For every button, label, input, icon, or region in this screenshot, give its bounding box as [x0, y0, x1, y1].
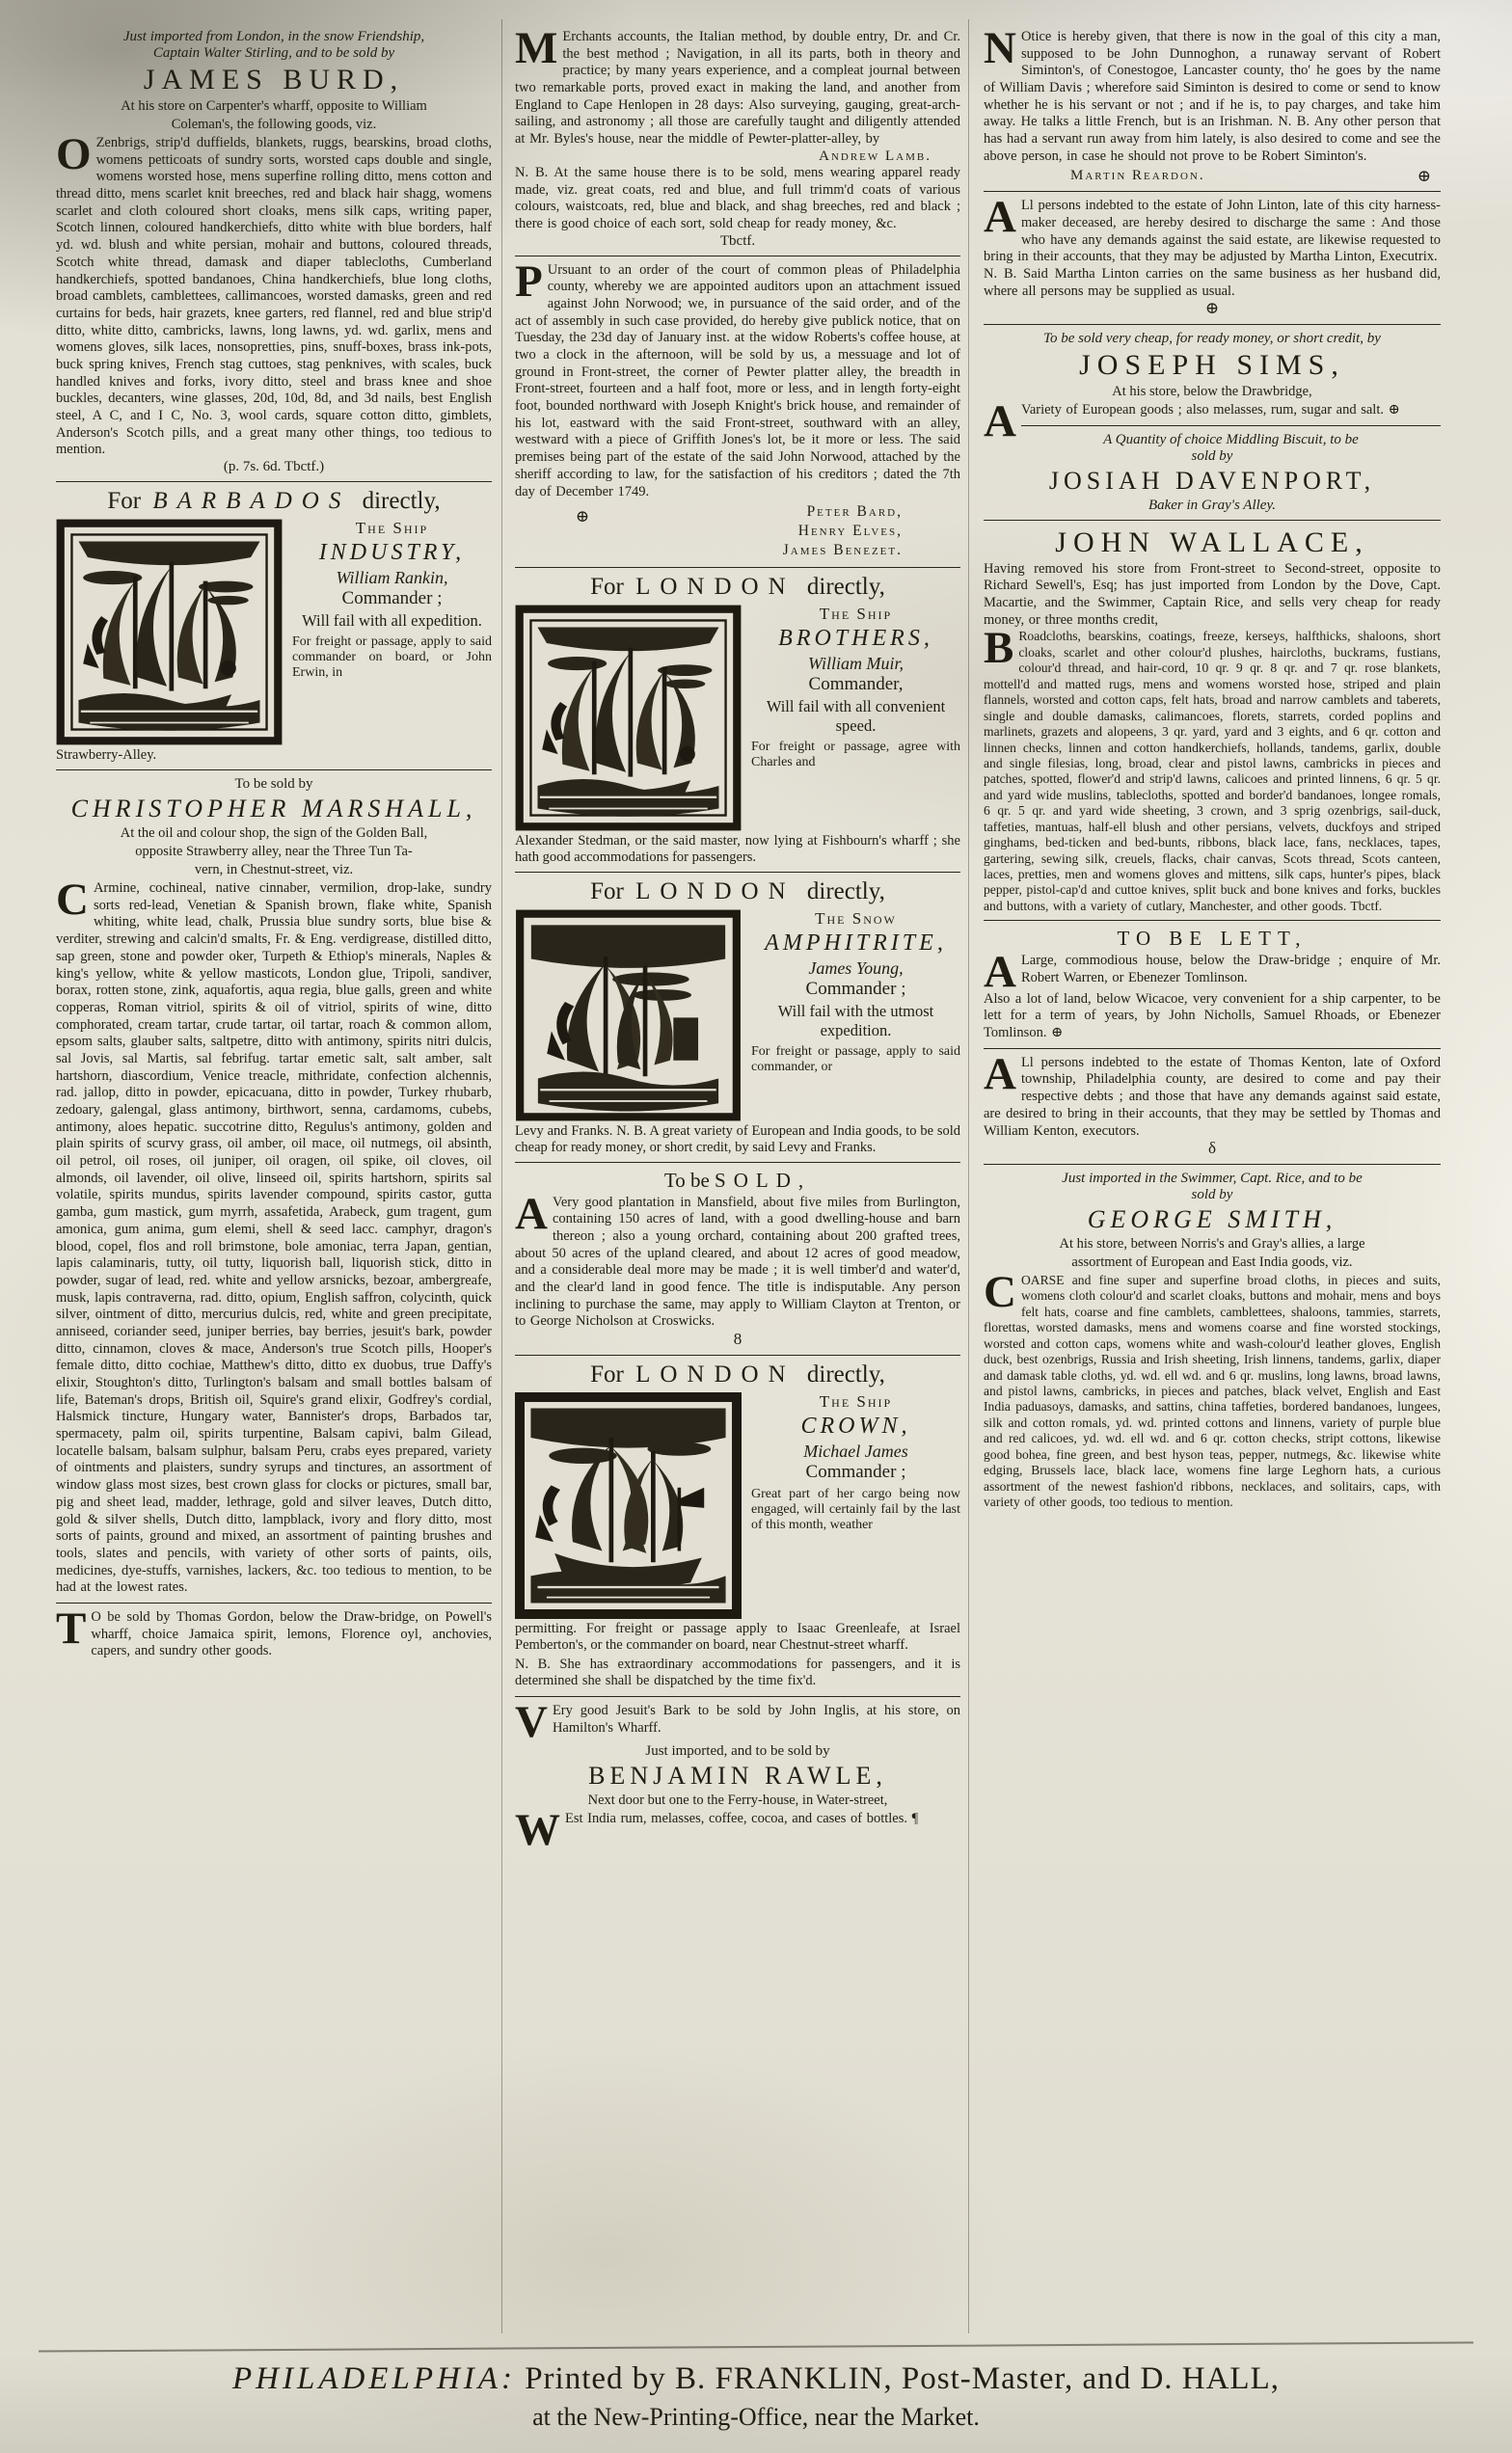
ad-intro: A Quantity of choice Middling Biscuit, to be	[1103, 431, 1359, 447]
printer-mark: δ	[1207, 1139, 1216, 1158]
nota-bene: N. B. She has extraordinary accommodations for passengers, and it is determined she shall be dispatched by the time fix'd.	[515, 1656, 960, 1689]
master-name: William Rankin,	[336, 568, 448, 588]
vessel-name: AMPHITRITE,	[765, 930, 947, 956]
goods-list: Roadcloths, bearskins, coatings, freeze, kerseys, halfthicks, shaloons, short cloaks, scarlet and other colour'd plushes, haircloths, buckrams, fustians, colour'd thread, and hair-cord, 10 qr. 9 qr. 8 qr. and 7 qr. rose blankets, mottell'd and matted rugs, mens and womens worsted hose, striped and plain flannels, worsted and cotton caps, felt hats, broad and narrow camblets and taberets, single and double damasks, calimancoes, florets, starrets, corded poplins and marlinets, grazets and alopeens, 3 qr. yard, yard and 3 eights, and 6 qr. cotton and linnen checks, linnen and cotton handkerchiefs, hollands, tandems, garlix, double and single filesias, long, broad, clear and pistol lawns, cambricks in pieces and patches, spotted, flower'd and strip'd lawns, calicoes and printed linnens, 6 qr. 5 qr. and yard wide muslins, tablecloths, spotted and border'd bandanoes, longee romals, 6 qr. 5 qr. and yard wide sheeting, 3 crown, and 3 sprig ozenbrigs, sail-duck, taffeties, mantuas, half-ell blush and other persians, velvets, duckfoys and striped ginghams, bed-ticken and bed-bunts, ribbons, black lace, fans, necklaces, tapes, gartering, sewing silk, creuels, flacks, chair canvas, Scots thread, Scots canteen, laces, pretties, men and womens gloves and mittens, silk caps, hunter's pipes, black pepper, pistol-cap'd and cuttoe knives, split buck and bone knives and forks, buckles and buttons, with a variety of cutlary, Manchester, and other goods. Tbctf.	[984, 629, 1441, 913]
date-note: Tbctf.	[719, 232, 756, 249]
printer-mark: 8	[733, 1330, 742, 1349]
destination: LONDON	[635, 877, 796, 904]
columns	[56, 29, 1441, 2328]
divider-rule	[984, 1048, 1441, 1049]
sailing-note: Will fail with all convenient speed.	[766, 696, 946, 735]
ad-location: Coleman's, the following goods, viz.	[171, 117, 377, 132]
ad-body	[515, 1804, 960, 1855]
merchant-name: JOSIAH DAVENPORT,	[1048, 466, 1376, 495]
ship-woodcut	[515, 605, 742, 831]
ad-location: At his store, between Norris's and Gray's allies, a large	[1059, 1235, 1365, 1252]
divider-rule	[515, 567, 960, 568]
sailing-note: Will fail with all expedition.	[302, 611, 482, 631]
ad-intro: sold by	[1191, 1186, 1233, 1202]
heading-post: directly,	[806, 573, 885, 600]
drop-cap: T	[56, 1603, 87, 1654]
ad-james-burd	[56, 29, 492, 475]
vessel-type: The Ship	[819, 1391, 893, 1411]
heading-post: directly,	[806, 1361, 885, 1388]
ship-woodcut	[515, 909, 742, 1121]
column-3	[984, 29, 1441, 2328]
ship-ad-continuation: Levy and Franks. N. B. A great variety of European and India goods, to be sold cheap for ready money, or short credit, by said Levy and Franks.	[515, 1122, 960, 1155]
drop-cap: A	[984, 1048, 1016, 1099]
printer-credit: Printed by B. FRANKLIN, Post-Master, and D. HALL,	[515, 2361, 1281, 2396]
ship-ad-heading	[515, 574, 960, 601]
drop-cap: O	[56, 129, 92, 179]
colophon	[0, 2346, 1512, 2432]
ad-body	[984, 947, 1441, 998]
merchant-name: JOSEPH SIMS,	[1079, 349, 1345, 381]
ad-josiah-davenport	[984, 432, 1441, 514]
drop-cap: W	[515, 1804, 560, 1855]
footer-rule	[39, 2341, 1473, 2352]
printer-mark: ⊕	[575, 507, 590, 526]
ad-body	[515, 256, 960, 501]
divider-rule	[984, 191, 1441, 192]
notice-text: Ll persons indebted to the estate of John Linton, late of this city harness-maker deceased, are hereby desired to discharge the same : And those who have any demands against the said estate, are likewise requested to bring in their accounts, that they may be adjusted by Martha Linton, Executrix.	[984, 198, 1441, 265]
heading-pre: For	[590, 573, 624, 600]
freight-note: For freight or passage, agree with Charles and	[751, 739, 960, 769]
ad-george-smith	[984, 1171, 1441, 1511]
ad-body	[984, 1266, 1441, 1511]
ad-benjamin-rawle	[515, 1742, 960, 1855]
colophon-line2: at the New-Printing-Office, near the Market.	[532, 2403, 980, 2431]
ad-jesuits-bark	[515, 1697, 960, 1748]
drop-cap: A	[984, 947, 1016, 998]
ship-ad-heading	[515, 1361, 960, 1388]
printer-mark: ⊕	[1388, 402, 1400, 418]
divider-rule	[56, 769, 492, 770]
ad-text: Very good plantation in Mansfield, about five miles from Burlington, containing 150 acres of land, with a good dwelling-house and barn thereon ; also a young orchard, containing about 200 grafted trees, about 50 acres of the upland cleared, and about 12 acres of good meadow, and a considerable deal more may be made ; it is well timber'd and water'd, and the clear'd land in good fence. The title is indisputable. Any person inclining to purchase the same, may apply to William Clayton at Trenton, or to George Nicholson at Croswicks.	[515, 1194, 960, 1330]
ad-body	[56, 1603, 492, 1660]
ship-woodcut	[56, 519, 283, 745]
sold-heading	[515, 1169, 960, 1193]
ad-location: opposite Strawberry alley, near the Three Tun Ta-	[135, 844, 413, 860]
heading-pre: For	[590, 877, 624, 904]
ad-location: At his store, below the Drawbridge,	[1112, 384, 1312, 399]
freight-note: For freight or passage, apply to said commander on board, or John Erwin, in	[292, 634, 492, 681]
ad-location: vern, in Chestnut-street, viz.	[194, 862, 354, 878]
divider-rule	[515, 872, 960, 873]
notice-runaway-servant	[984, 29, 1441, 185]
drop-cap: P	[515, 256, 543, 307]
ad-text: Ursuant to an order of the court of common pleas of Philadelphia county, whereby we are appointed auditors upon an attachment issued against John Norwood; we, in pursuance of the said order, and of the act of assembly in such case provided, do hereby give publick notice, that on Tuesday, the 23d day of January inst. at the widow Roberts's coffee house, at two a clock in the afternoon, will be sold by us, a messuage and lot of ground in Front-street, the corner of Pewter platter alley, the breadth in Front-street, fourteen and a half foot, more or less, and in length forty-eight foot, bounded northward with Joseph Knight's brick house, and remainder of his lot, eastward with the said Front-street, southward with an alley, westward with a piece of Griffith Jones's lot, be it more or less. The said premises being part of the estate of the said John Norwood, attached by the sheriff according to law, for the satisfaction of his creditors ; dated the 7th day of December 1749.	[515, 261, 960, 499]
notice-body	[984, 29, 1441, 166]
merchant-name: BENJAMIN RAWLE,	[588, 1761, 887, 1790]
goods-list: Armine, cochineal, native cinnaber, vermilion, drop-lake, sundry sorts red-lead, Venetian & Spanish brown, flake white, Spanish whiting, white lead, chalk, Prussia blue sundry sorts, blue bise & verditer, strewing and calcin'd smalts, Fr. & Eng. verdigrease, distilled ditto, sap green, stone and powder oker, Turpeth & Ethiop's minerals, Naples & king's yellow, white & yellow masticots, London glue, Tripoli, sandiver, borax, rotten stone, zink, aquafortis, aqua regia, blue galls, green and white copperas, Roman vitriol, spirits & oil of vitriol, spirits of wine, ditto comphorated, cream tartar, crude tartar, oil tartar, roach & common allom, epsom salts, glauber salts, saltpetre, ditto with antimony, spirits nitri dulcis, sal Jovis, sal Martis, sal febrifug. tartar emetic salt, salt amber, salt hartshorn, diascordium, Venice treacle, mithridate, confection alchennis, rad. jallop, ditto in powder, epicacuana, ditto in powder, Turkey rhubarb, zedoary, galengal, glass antimony, birthwort, senna, cardamoms, cubebs, antimony, aloes hepatic. succotrine ditto, Regulus's antimony, golden and plain spirits of scurvy grass, oil amber, oil mace, oil nutmegs, oil absinth, oil petrol, oil roses, oil juniper, oil oragen, oil spike, oil cloves, oil almonds, oil lavender, oil olive, linseed oil, spirits hartshorn, spirits sal volatile, spirits mundus, spirits lavender compound, spirits castor, gutta gamba, gum mastick, gum myrrh, assafetida, Arabeck, gum tragent, gum amonica, gum anima, gum elemi, shell & seed lacc. camphyr, dragon's blood, copel, flos and roll brimstone, bole amoniac, terra Japan, gentian, lapis calaminaris, tutty, oil tutty, liquorish ball, liquorish stick, ditto in powder, sugar of lead, red. white and yellow arsnicks, bezoar, ambergreafe, musk, lapis contraverna, rad. ditto, opium, English saffron, colycinth, quick silver, ointment of ditto, mercurius dulcis, red, white and green precipitate, anniseed, coriander seed, juniper berries, bay berries, jesuit's bark, powder ditto, cinnamon, cloves & mace, Anderson's true Scotch pills, Hooper's female ditto, ditto cochiae, Matthew's ditto, ditto ex duobus, true Daffy's elixir, Stoughton's ditto, Turlington's balsam and small bottles balsam of life, Bateman's drops, British oil, Squire's grand elixir, Godfrey's cordial, Halsmick tincture, Hungary water, Bannister's drops, Barbados tar, spermacety, palm oil, spirits turpentine, Balsam capivi, balm Gilead, locatelle balsam, balsam sulphur, balsam Peru, crabs eyes prepared, variety of ointments and plaisters, sundry syrups and tinctures, an assortment of window glass most sizes, best crown glass for clocks or pictures, small bar, pig and sheet lead, madder, lethrage, gold and silver leaves, Dutch ditto, gold & silver shells, Dutch ditto, lampblack, ivory and flory ditto, most sorts of paints, ground and mixed, an assortment of painting brushes and tools, slates and pencils, with variety of other sorts of paints, oils, medicines, dye-stuffs, varnishes, lackers, &c. too tedious to mention, to be had at the lowest rates.	[56, 880, 492, 1596]
ad-text: Variety of European goods ; also melasses, rum, sugar and salt.	[1020, 402, 1384, 418]
ad-thomas-gordon	[56, 1603, 492, 1660]
divider-rule	[515, 1696, 960, 1697]
ship-ad-continuation: permitting. For freight or passage apply to Isaac Greenleafe, at Israel Pemberton's, or the commander on board, near Chestnut-street wharff.	[515, 1620, 960, 1653]
ship-ad-text	[751, 1392, 960, 1533]
heading-pre: To be	[663, 1168, 710, 1192]
notice-text: Otice is hereby given, that there is now in the goal of this city a man, supposed to be John Dunnoghon, a runaway servant of Robert Siminton's, of Conestogoe, Lancaster county, tho' he goes by the name of William Davis ; wherefore said Siminton is desired to come or send to know whether he is his servant or not ; and if he is, to pay charges, and take him away. He talks a little French, but is an Irishman. N. B. Any other person that has had a servant run away from him lately, is also desired to come and see the above person, in case he should not prove to be Robert Siminton's.	[984, 29, 1441, 164]
ad-norwood-auction	[515, 256, 960, 561]
drop-cap: C	[984, 1266, 1016, 1317]
ad-plantation-sale	[515, 1169, 960, 1349]
ship-ad-heading	[56, 488, 492, 515]
ship-ad-heading	[515, 878, 960, 905]
master-name: Michael James	[803, 1441, 908, 1461]
ad-intro: Captain Walter Stirling, and to be sold by	[152, 45, 395, 61]
ad-andrew-lamb	[515, 29, 960, 250]
ship-ad-continuation: Alexander Stedman, or the said master, now lying at Fishbourn's wharff ; she hath good accommodations for passengers.	[515, 832, 960, 865]
ad-intro: sold by	[1191, 447, 1233, 464]
ad-ship-brothers	[515, 574, 960, 866]
ad-location: Next door but one to the Ferry-house, in Water-street,	[587, 1792, 888, 1808]
divider-rule	[56, 481, 492, 482]
nota-bene: N. B. Said Martha Linton carries on the same business as her husband did, where all persons may be supplied as usual.	[984, 265, 1441, 299]
column-1	[56, 29, 492, 2328]
destination: LONDON	[635, 573, 796, 600]
also-note	[984, 991, 1441, 1042]
ad-text: Large, commodious house, below the Draw-bridge ; enquire of Mr. Robert Warren, or Ebenezer Tomlinson.	[1020, 953, 1441, 985]
merchant-name: CHRISTOPHER MARSHALL,	[70, 795, 477, 823]
merchant-name: JOHN WALLACE,	[1055, 526, 1369, 558]
signature: Henry Elves,	[797, 523, 903, 540]
notice-kenton-estate	[984, 1048, 1441, 1158]
goods-list: Zenbrigs, strip'd duffields, blankets, ruggs, bearskins, broad cloths, womens petticoats of sundry sorts, worsted caps double and single, womens worsted hose, mens superfine rolling ditto, mens cotton and thread ditto, mens scarlet knit breeches, red and black hair shagg, womens scarlet and cloth coloured short cloaks, mens silk caps, writing paper, Scotch linnen, coloured handkerchiefs, ditto white with blue borders, half yd. wd. blush and white persian, mohair and buttons, coloured threads, Scotch white thread, damask and diaper tablecloths, Cumberland handkerchiefs, spotted bandanoes, China handkerchiefs, blue long cloths, broad camblets, camblettees, callimancoes, worsted damasks, green and red curtains for beds, hair grazets, knee garters, red flannel, red and blue strip'd ditto, white ditto, cambricks, lawns, long lawns, yd. wd. garlix, mens and womens gloves, silk laces, nonsopretties, pins, snuff-boxes, brass ink-pots, buck spring knives, French stag cuttoes, stag penknives, with scales, buck handled knives and forks, ivory ditto, steel and brass knee and shoe buckles, decanters, wine glasses, 20d, 10d, 8d, and 3d nails, best English steel, A C, and I C, No. 3, wool cards, square cotton ditto, gimblets, Anderson's Scotch pills, and a great many other things, too tedious to mention.	[56, 135, 492, 458]
heading-post: directly,	[806, 877, 885, 904]
ad-text: Est India rum, melasses, coffee, cocoa, and cases of bottles.	[565, 1810, 908, 1826]
auditor-signatures	[650, 502, 960, 560]
vessel-name: CROWN,	[800, 1413, 911, 1439]
heading-post: directly,	[362, 488, 441, 515]
column-2	[515, 29, 960, 2328]
notice-body	[984, 192, 1441, 266]
heading-word: SOLD,	[715, 1168, 812, 1192]
ad-text: Erchants accounts, the Italian method, by double entry, Dr. and Cr. the best method ; Navigation, in all its parts, both in theory and practice; by many years experience, and a compleat journal between two remarkable ports, proved exact in making the land, and another from England to Cape Henlopen in 28 days: Also surveying, gauging, great-arch-sailing, and astronomy ; all those are carefully taught and diligently attended at Mr. Byles's house, near the middle of Pewter-platter-alley, by	[515, 29, 960, 148]
ad-location: Baker in Gray's Alley.	[1148, 497, 1277, 513]
vessel-type: The Snow	[815, 908, 897, 928]
sailing-note: Will fail with the utmost expedition.	[777, 1001, 934, 1039]
city-name: PHILADELPHIA:	[231, 2361, 516, 2396]
divider-rule	[984, 324, 1441, 325]
vessel-type: The Ship	[355, 519, 429, 538]
ad-intro: Just imported, and to be sold by	[645, 1742, 830, 1759]
signature: James Benezet.	[782, 542, 903, 559]
heading-pre: For	[590, 1361, 624, 1388]
heading-pre: For	[107, 488, 142, 515]
divider-rule	[984, 1164, 1441, 1165]
ship-ad-continuation: Strawberry-Alley.	[56, 747, 157, 764]
notice-body	[984, 1048, 1441, 1140]
master-name: James Young,	[808, 957, 904, 978]
ad-text: Ery good Jesuit's Bark to be sold by John Inglis, at his store, on Hamilton's Wharff.	[552, 1703, 960, 1736]
divider-rule	[1021, 425, 1441, 426]
ad-intro: Just imported in the Swimmer, Capt. Rice, and to be	[1062, 1170, 1363, 1186]
divider-rule	[515, 1355, 960, 1356]
divider-rule	[984, 920, 1441, 921]
vessel-type: The Ship	[819, 604, 893, 623]
ad-body	[515, 29, 960, 148]
ship-ad-text	[751, 605, 960, 770]
ad-christopher-marshall	[56, 776, 492, 1597]
printer-mark: ⊕	[1204, 299, 1220, 318]
signature: Peter Bard,	[806, 503, 903, 521]
ship-woodcut	[515, 1392, 742, 1619]
to-be-lett-heading: TO BE LETT,	[1117, 927, 1308, 951]
ad-lead: Having removed his store from Front-street to Second-street, opposite to Richard Sewell's, Esq; has just imported from London by the Dove, Capt. Macartie, and the Swimmer, Captain Rice, and sells very cheap for ready money, or three months credit,	[984, 560, 1441, 628]
drop-cap: B	[984, 623, 1014, 674]
ad-snow-amphitrite	[515, 878, 960, 1156]
printer-mark: ⊕	[1051, 1025, 1064, 1041]
ad-body	[984, 623, 1441, 914]
master-rank: Commander ;	[805, 978, 906, 999]
ship-ad-text	[292, 519, 492, 681]
master-name: William Muir,	[807, 653, 904, 673]
master-rank: Commander,	[808, 673, 904, 694]
drop-cap: C	[56, 875, 89, 926]
divider-rule	[56, 1603, 492, 1604]
ad-text: O be sold by Thomas Gordon, below the Draw-bridge, on Powell's wharff, choice Jamaica spirit, lemons, Florence oyl, anchovies, capers, and sundry other goods.	[91, 1608, 492, 1659]
notice-linton-estate	[984, 192, 1441, 318]
ship-ad-text	[751, 909, 960, 1075]
ad-intro: To be sold by	[234, 776, 313, 793]
master-rank: Commander ;	[805, 1461, 906, 1482]
ad-body	[515, 1188, 960, 1332]
destination: LONDON	[635, 1361, 796, 1388]
colophon-line1	[0, 2361, 1512, 2397]
ad-body	[515, 1697, 960, 1748]
printer-mark: ⊕	[1417, 166, 1431, 185]
ad-ship-crown	[515, 1361, 960, 1690]
ad-john-wallace	[984, 526, 1441, 915]
ad-ship-industry	[56, 488, 492, 764]
drop-cap: M	[515, 29, 558, 73]
ad-intro: Just imported from London, in the snow Friendship,	[122, 29, 425, 44]
signature: Andrew Lamb.	[819, 148, 932, 164]
price-note: (p. 7s. 6d. Tbctf.)	[223, 459, 325, 475]
ad-location: At the oil and colour shop, the sign of the Golden Ball,	[120, 825, 428, 842]
freight-note: For freight or passage, apply to said commander, or	[751, 1043, 960, 1074]
notice-text: Ll persons indebted to the estate of Thomas Kenton, late of Oxford township, Philadelphia county, are desired to come and pay their respective debts ; and those that have any demands against said estate, are desired to bring in their accounts, that they may be settled by Thomas and William Kenton, executors.	[984, 1054, 1441, 1139]
ad-to-be-lett	[984, 927, 1441, 1041]
goods-list: OARSE and fine super and superfine broad cloths, in pieces and suits, womens cloth colour'd and scarlet cloaks, buttons and mohair, mens and boys felt hats, coarse and fine camblets, camblettees, shaloons, tammies, starrets, florettas, worsted damasks, mens and womens coarse and fine worsted stockings, worsted and cotton caps, womens white and wash-colour'd leather gloves, English duck, best ozenbrigs, Russia and Irish sheeting, Irish linnens, tandems, garlix, diaper and damask table cloths, yd. wd. ell wd. and 6 qr. muslins, long lawns, broad lawns, and pistol lawns, cambricks, in pieces and patches, black velvet, English and East India paduasoys, damasks, and sattins, china taffeties, bordered bandanoes, lungees, silk and cotton romals, yd. wd. printed cottons and linnens, variety of purple blue and red calicoes, yd. wd. ell wd. and 6 qr. cotton checks, stript cottons, likewise good bohea, fine green, and best hyson teas, pepper, nutmegs, &c. likewise white edging, Brussels lace, black lace, womens fine large Leghorn hats, a curious assortment of the newest fashion'd ribbons, necklaces, and solitairs, caps, with variety of other goods, too tedious to mention.	[984, 1272, 1441, 1509]
drop-cap: V	[515, 1697, 548, 1748]
ad-location: assortment of European and East India goods, viz.	[1071, 1253, 1353, 1270]
divider-rule	[515, 1162, 960, 1163]
master-rank: Commander ;	[341, 588, 443, 609]
printer-mark: ¶	[911, 1810, 919, 1826]
drop-cap: A	[984, 396, 1016, 446]
divider-rule	[984, 520, 1441, 521]
ad-intro: To be sold very cheap, for ready money, or short credit, by	[1043, 331, 1381, 346]
ad-body	[56, 875, 492, 1597]
drop-cap: A	[984, 192, 1016, 243]
vessel-name: INDUSTRY,	[318, 540, 466, 566]
drop-cap: N	[984, 29, 1016, 73]
nota-bene: N. B. At the same house there is to be sold, mens wearing apparel ready made, viz. great coats, red and blue, and full trimm'd coats of various colours, waistcoats, red, blue and black, and shag breeches, red and black ; there is good choice of each sort, sold cheap for ready money, &c.	[515, 164, 960, 231]
also-text: Also a lot of land, below Wicacoe, very convenient for a ship carpenter, to be lett for a term of years, by John Nicholls, Samuel Rhoads, or Ebenezer Tomlinson.	[984, 990, 1441, 1041]
drop-cap: A	[515, 1188, 548, 1239]
vessel-name: BROTHERS,	[778, 625, 933, 651]
ad-body	[56, 129, 492, 459]
merchant-name: JAMES BURD,	[143, 64, 405, 95]
ad-location: At his store on Carpenter's wharff, opposite to William	[121, 98, 427, 114]
sailing-note: Great part of her cargo being now engaged, will certainly fail by the last of this month, weather	[751, 1486, 960, 1532]
destination: BARBADOS	[152, 488, 351, 515]
signature: Martin Reardon.	[1070, 167, 1205, 183]
merchant-name: GEORGE SMITH,	[1087, 1204, 1337, 1233]
